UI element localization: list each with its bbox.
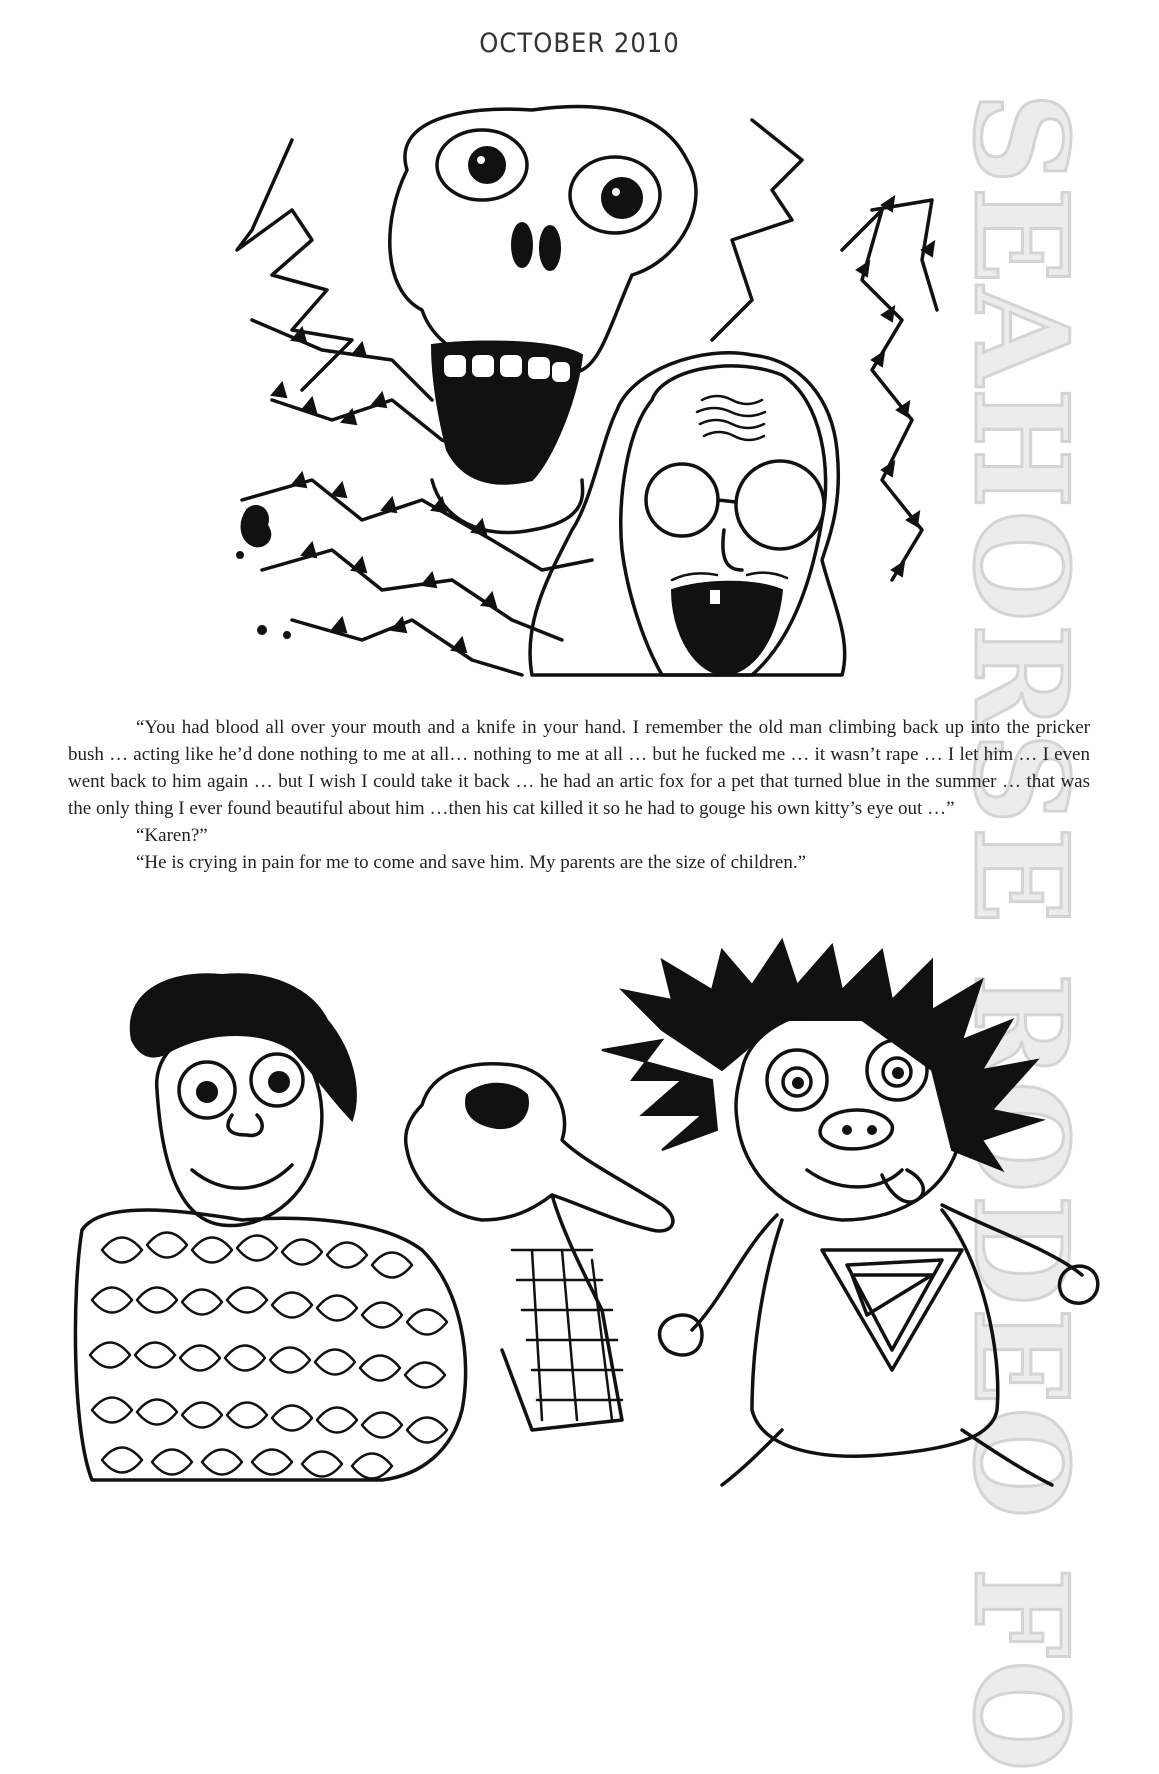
story-dialog-line: “Karen?”: [136, 825, 208, 846]
story-paragraph: “You had blood all over your mouth and a knife in your hand. I remember the old man climbing back up into the pricker bush … acting like he’d done nothing to me at all… nothing to me at all … but he fucked me … it wasn’t rape … I let him … I even went back to him again … but I wish I could take it back … he had an artic fox for a pet that turned blue in the summer … that was the only thing I ever found beautiful about him …then his cat killed it so he had to gouge his own kitty’s eye out …”: [68, 717, 1090, 819]
page-header: OCTOBER 2010: [479, 28, 680, 59]
story-dialog-line: “He is crying in pain for me to come and save him. My parents are the size of children.”: [136, 852, 807, 873]
top-illustration: [232, 100, 942, 685]
bottom-illustration: [62, 930, 1107, 1490]
watermark-text: SEAHORSE RODEO FO: [945, 92, 1095, 1774]
story-text: [68, 714, 1090, 876]
